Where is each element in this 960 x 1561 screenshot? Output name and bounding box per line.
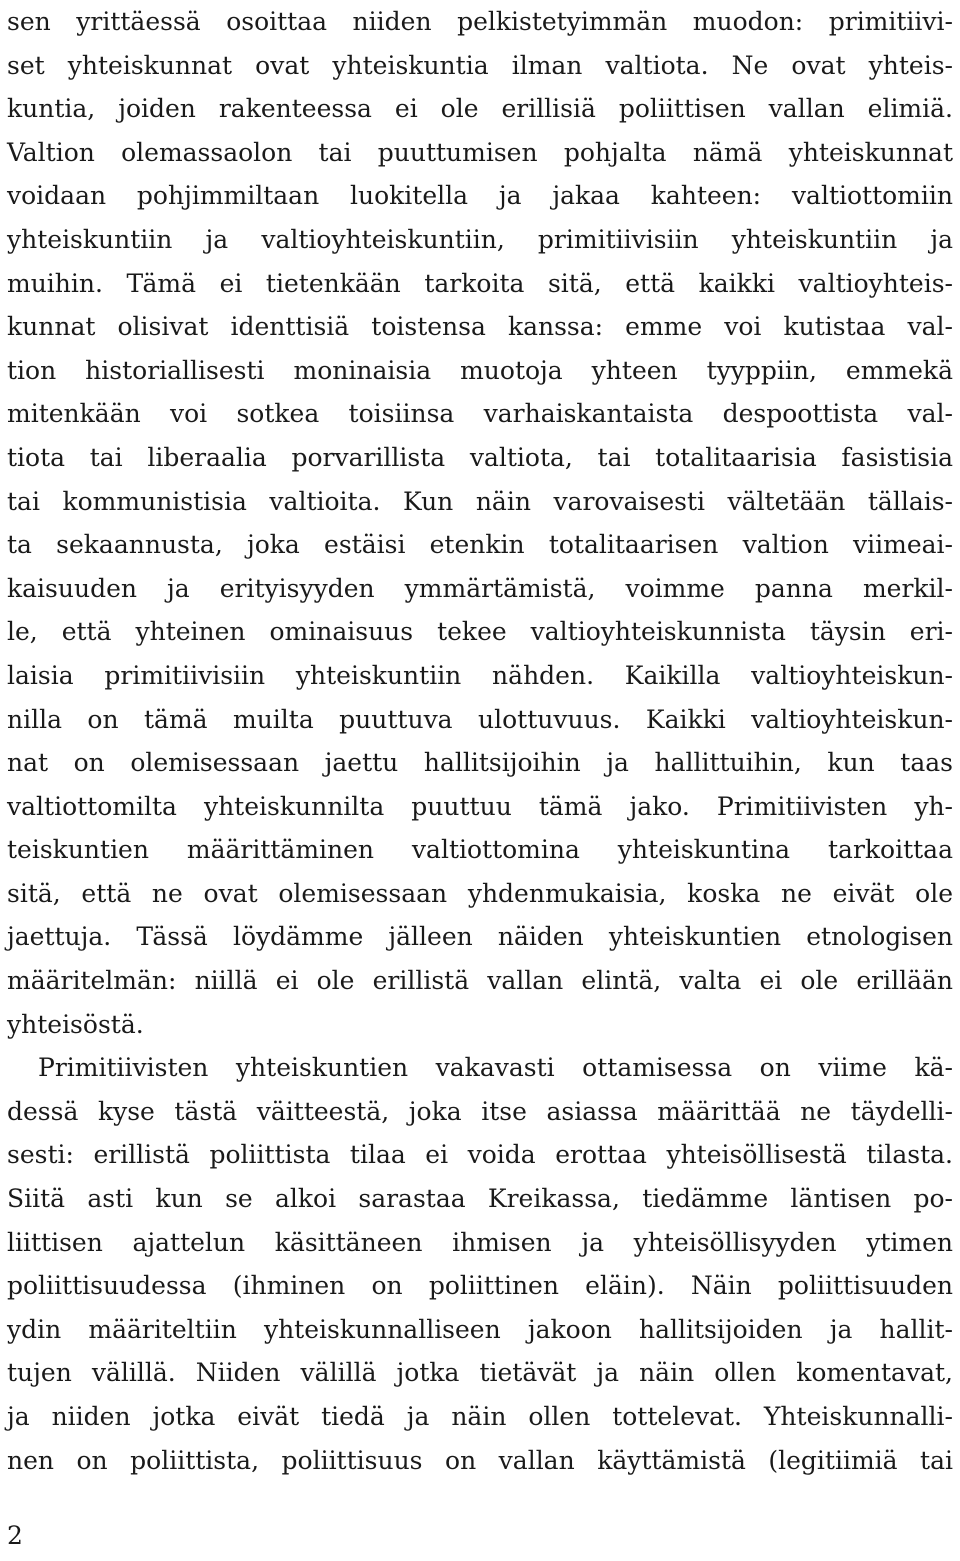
text-line: Primitiivisten yhteiskuntien vakavasti ottamisessa on viime kä- xyxy=(38,1053,953,1083)
paragraph-2 xyxy=(7,1046,953,1482)
text-line: laisia primitiivisiin yhteiskuntiin nähden. Kaikilla valtioyhteiskun- xyxy=(7,660,953,690)
document-page xyxy=(7,0,953,1482)
paragraph-1 xyxy=(7,0,953,1046)
text-line: nilla on tämä muilta puuttuva ulottuvuus. Kaikki valtioyhteiskun- xyxy=(7,704,953,734)
text-line: määritelmän: niillä ei ole erillistä vallan elintä, valta ei ole erillään xyxy=(7,966,953,996)
text-line: nat on olemisessaan jaettu hallitsijoihin ja hallittuihin, kun taas xyxy=(7,748,953,778)
text-line: Valtion olemassaolon tai puuttumisen pohjalta nämä yhteiskunnat xyxy=(7,137,953,167)
text-line: ja niiden jotka eivät tiedä ja näin ollen tottelevat. Yhteiskunnalli- xyxy=(7,1402,953,1431)
text-line: poliittisuudessa (ihminen on poliittinen eläin). Näin poliittisuuden xyxy=(7,1271,953,1301)
text-line: sitä, että ne ovat olemisessaan yhdenmukaisia, koska ne eivät ole xyxy=(7,878,953,908)
text-line: teiskuntien määrittäminen valtiottomina yhteiskuntina tarkoittaa xyxy=(7,835,953,865)
text-line: dessä kyse tästä väitteestä, joka itse asiassa määrittää ne täydelli- xyxy=(7,1096,953,1126)
text-line: kaisuuden ja erityisyyden ymmärtämistä, voimme panna merkil- xyxy=(7,573,953,603)
text-line: voidaan pohjimmiltaan luokitella ja jakaa kahteen: valtiottomiin xyxy=(7,181,953,211)
text-line: sesti: erillistä poliittista tilaa ei voida erottaa yhteisöllisestä tilasta. xyxy=(7,1140,953,1170)
text-line: nen on poliittista, poliittisuus on vallan käyttämistä (legitiimiä tai xyxy=(7,1445,953,1475)
text-line: le, että yhteinen ominaisuus tekee valtioyhteiskunnista täysin eri- xyxy=(7,617,953,647)
text-line: set yhteiskunnat ovat yhteiskuntia ilman valtiota. Ne ovat yhteis- xyxy=(7,50,953,80)
text-line: tion historiallisesti moninaisia muotoja yhteen tyyppiin, emmekä xyxy=(7,355,953,385)
text-line: valtiottomilta yhteiskunnilta puuttuu tämä jako. Primitiivisten yh- xyxy=(7,791,953,821)
text-line: mitenkään voi sotkea toisiinsa varhaiskantaista despoottista val- xyxy=(7,399,953,429)
text-line: Siitä asti kun se alkoi sarastaa Kreikassa, tiedämme läntisen po- xyxy=(7,1184,953,1214)
text-line: kuntia, joiden rakenteessa ei ole erillisiä poliittisen vallan elimiä. xyxy=(7,94,953,124)
text-line: yhteiskuntiin ja valtioyhteiskuntiin, primitiivisiin yhteiskuntiin ja xyxy=(7,224,953,254)
text-line: yhteisöstä. xyxy=(7,1009,144,1039)
text-line: ydin määriteltiin yhteiskunnalliseen jakoon hallitsijoiden ja hallit- xyxy=(7,1314,953,1344)
text-line: tiota tai liberaalia porvarillista valtiota, tai totalitaarisia fasistisia xyxy=(7,442,953,472)
text-line: ta sekaannusta, joka estäisi etenkin totalitaarisen valtion viimeai- xyxy=(7,530,953,560)
text-line: jaettuja. Tässä löydämme jälleen näiden yhteiskuntien etnologisen xyxy=(7,922,953,952)
text-line: tai kommunistisia valtioita. Kun näin varovaisesti vältetään tällais- xyxy=(7,486,953,516)
text-line: tujen välillä. Niiden välillä jotka tietävät ja näin ollen komentavat, xyxy=(7,1358,953,1388)
text-line: kunnat olisivat identtisiä toistensa kanssa: emme voi kutistaa val- xyxy=(7,312,953,342)
text-line: sen yrittäessä osoittaa niiden pelkistetyimmän muodon: primitiivi- xyxy=(7,7,953,36)
text-line: muihin. Tämä ei tietenkään tarkoita sitä, että kaikki valtioyhteis- xyxy=(7,268,953,298)
text-line: liittisen ajattelun käsittäneen ihmisen ja yhteisöllisyyden ytimen xyxy=(7,1227,953,1257)
page-number: 2 xyxy=(7,1521,23,1550)
